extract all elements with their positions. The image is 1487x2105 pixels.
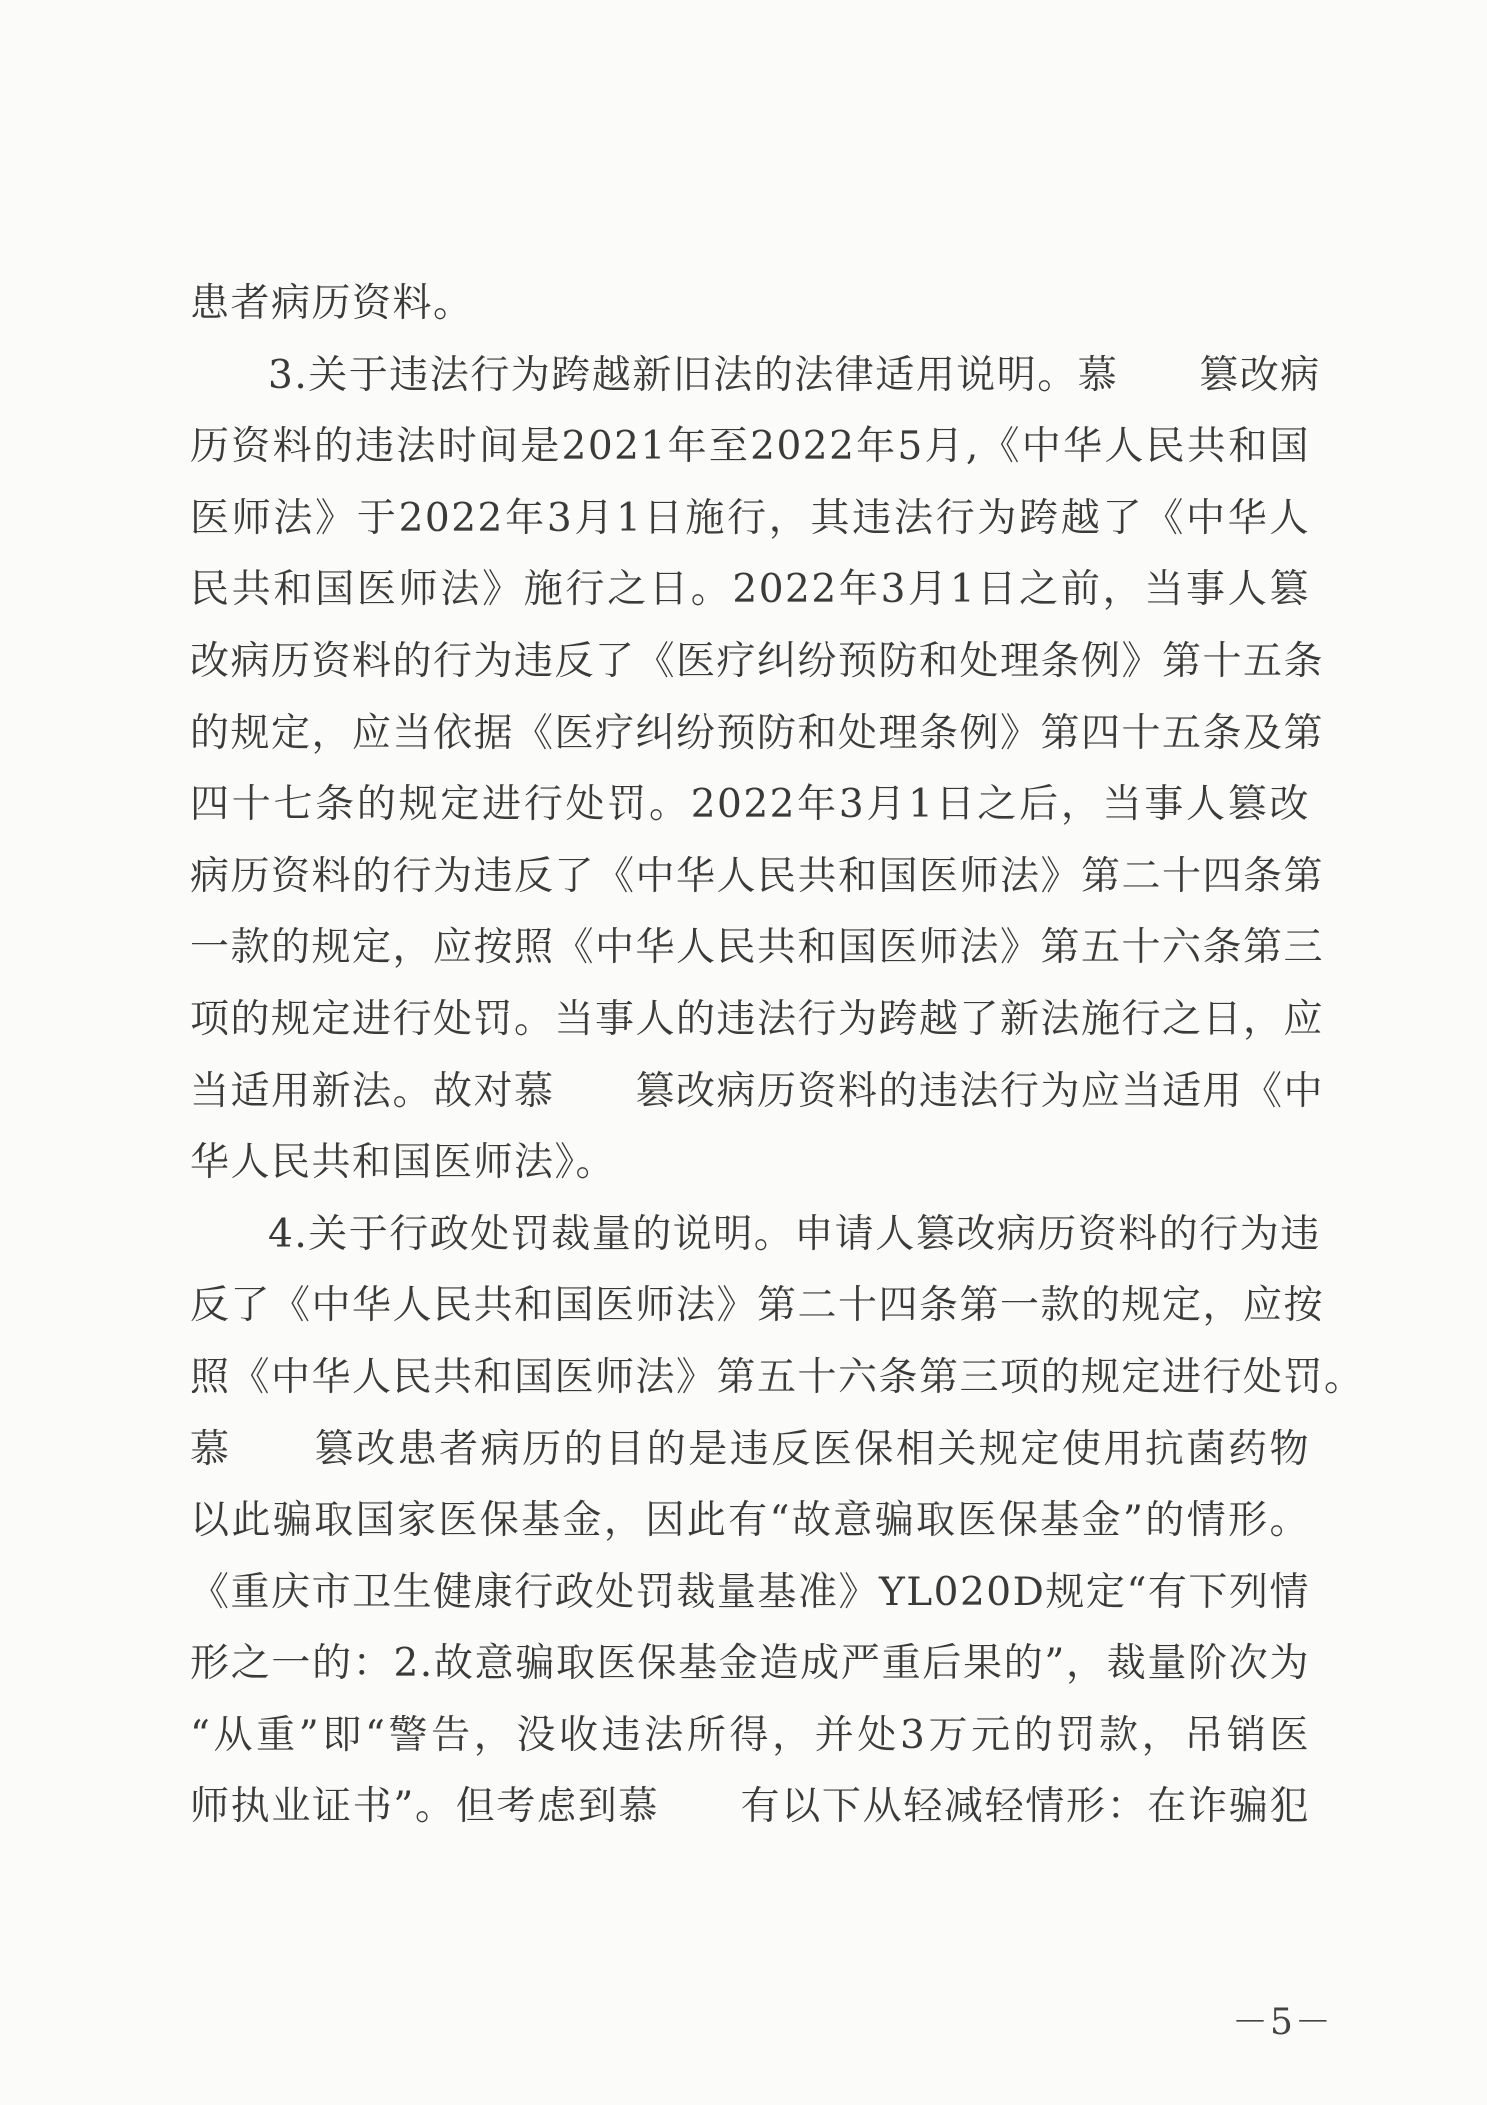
paragraph-line: “从重”即“警告，没收违法所得，并处3万元的罚款，吊销医 [190,1712,1310,1758]
paragraph-line: 项的规定进行处罚。当事人的违法行为跨越了新法施行之日，应 [190,996,1325,1042]
paragraph-line: 当适用新法。故对慕 篡改病历资料的违法行为应当适用《中 [190,1068,1325,1114]
paragraph-line: 慕 篡改患者病历的目的是违反医保相关规定使用抗菌药物 [190,1426,1310,1472]
paragraph-line: 照《中华人民共和国医师法》第五十六条第三项的规定进行处罚。 [190,1354,1365,1400]
paragraph-line: 民共和国医师法》施行之日。2022年3月1日之前，当事人篡 [190,567,1310,613]
paragraph-line: 形之一的：2.故意骗取医保基金造成严重后果的”，裁量阶次为 [190,1641,1310,1687]
paragraph-line: 3.关于违法行为跨越新旧法的法律适用说明。慕 篡改病 [268,352,1321,398]
paragraph-line: 病历资料的行为违反了《中华人民共和国医师法》第二十四条第 [190,853,1325,899]
paragraph-line: 改病历资料的行为违反了《医疗纠纷预防和处理条例》第十五条 [190,638,1325,684]
paragraph-line: 4.关于行政处罚裁量的说明。申请人篡改病历资料的行为违 [268,1211,1321,1257]
document-body [190,268,1365,1843]
paragraph-line: 师执业证书”。但考虑到慕 有以下从轻减轻情形：在诈骗犯 [190,1784,1310,1830]
paragraph-line: 一款的规定，应按照《中华人民共和国医师法》第五十六条第三 [190,925,1325,971]
paragraph-line: 四十七条的规定进行处罚。2022年3月1日之后，当事人篡改 [190,782,1310,828]
paragraph-line: 《重庆市卫生健康行政处罚裁量基准》YL020D规定“有下列情 [190,1569,1310,1615]
paragraph-line: 医师法》于2022年3月1日施行，其违法行为跨越了《中华人 [190,495,1310,541]
paragraph-line: 以此骗取国家医保基金，因此有“故意骗取医保基金”的情形。 [190,1498,1310,1544]
paragraph-line: 的规定，应当依据《医疗纠纷预防和处理条例》第四十五条及第 [190,710,1325,756]
paragraph-line: 华人民共和国医师法》。 [190,1140,617,1186]
paragraph-line: 历资料的违法时间是2021年至2022年5月,《中华人民共和国 [190,424,1310,470]
paragraph-line: 患者病历资料。 [190,281,474,326]
paragraph-line: 反了《中华人民共和国医师法》第二十四条第一款的规定，应按 [190,1283,1325,1329]
page-number: －5－ [1232,2002,1333,2043]
